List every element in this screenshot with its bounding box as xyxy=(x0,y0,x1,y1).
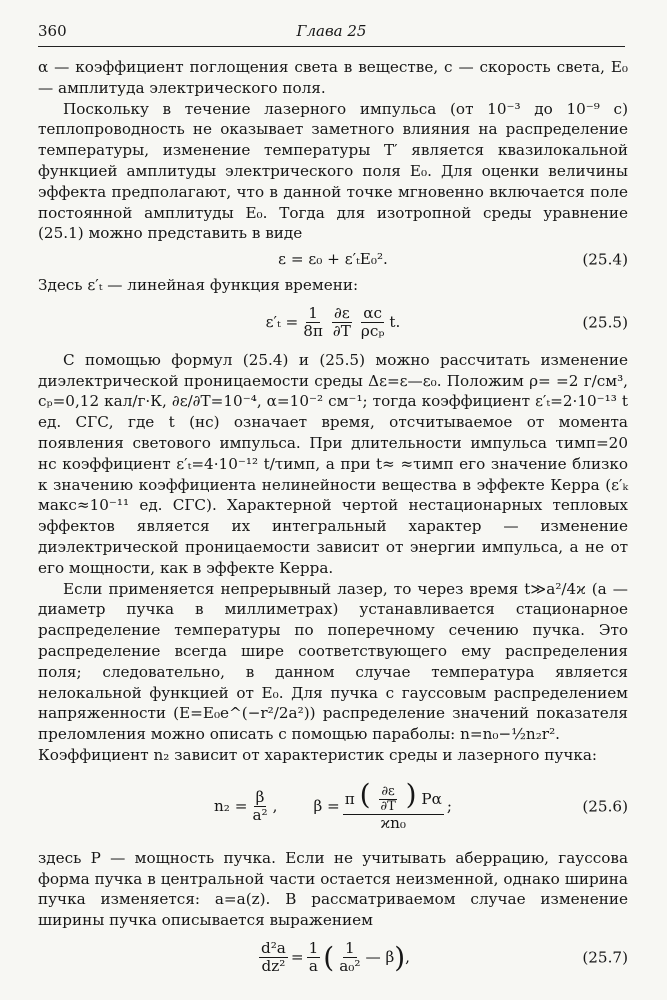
paragraph-7: здесь P — мощность пучка. Если не учитывать аберрацию, гауссова форма пучка в центральной части остается неизменной, однако ширина пучка изменяется: a=a(z). В рассматриваемом случае изменение ширины пучка описывается выражением xyxy=(38,848,628,930)
numerator: 1 xyxy=(308,939,319,958)
eq-beta: β = xyxy=(313,797,340,816)
denominator: dz² xyxy=(261,957,286,976)
fraction xyxy=(307,940,321,975)
equation-25-7: $\frac{\text{d²a}}{\text{dz²}}$ = $\frac{1}{a}$ ( $\frac{1}{\text{a₀²}}$ — β ) , (25.7) xyxy=(260,939,628,976)
denominator: a² xyxy=(252,806,268,825)
paragraph-5: Если применяется непрерывный лазер, то через время t≫a²/4ϰ (a — диаметр пучка в миллиметрах) устанавливается стационарное распределение температуры по поперечному сечению пучка. Это распределение всегда шире соответствующего ему распределения поля; следовательно, в данном случае температура является нелокальной функцией от E₀. Для пучка с гауссовым распределением напряженности (E=E₀e^(−r²/2a²)) распределение значений показателя преломления можно описать с помощью параболы: n=n₀−½n₂r². xyxy=(38,579,628,744)
numerator: ∂ε xyxy=(334,304,350,323)
equation-number: (25.5) xyxy=(582,313,628,332)
denominator: a₀² xyxy=(339,957,361,976)
paragraph-3: Здесь ε′ₜ — линейная функция времени: xyxy=(38,275,359,294)
eq-lhs: ε′ₜ = xyxy=(265,313,299,332)
equation-number: (25.6) xyxy=(582,797,628,816)
fraction xyxy=(259,940,288,975)
fraction xyxy=(331,305,353,340)
paragraph-2: Поскольку в течение лазерного импульса (от 10⁻³ до 10⁻⁹ с) теплопроводность не оказывает заметного влияния на распределение температуры, изменение температуры T′ является квазилокальной функцией амплитуды электрического поля E₀. Для оценки величины эффекта предполагают, что в данной точке мгновенно включается поле постоянной амплитуды E₀. Тогда для изотропной среды уравнение (25.1) можно представить в виде xyxy=(38,99,628,243)
page-number: 360 xyxy=(38,22,67,40)
fraction xyxy=(359,305,387,340)
denominator: ϰn₀ xyxy=(380,814,406,833)
fraction xyxy=(343,777,444,833)
running-header xyxy=(38,20,625,47)
denominator: ∂T xyxy=(332,322,351,341)
eq-n2: n₂ = xyxy=(214,797,248,816)
paragraph-4: С помощью формул (25.4) и (25.5) можно рассчитать изменение диэлектрической проницаемости среды Δε=ε—ε₀. Положим ρ= =2 г/см³, cₚ=0,12 кал/г·К, ∂ε/∂T=10⁻⁴, α=10⁻² см⁻¹; тогда коэффициент ε′ₜ=2·10⁻¹³ t ед. СГС, где t (нс) означает время, отсчитываемое от момента появления светового импульса. При длительности импульса τимп=20 нс коэффициент ε′ₜ=4·10⁻¹² t/τимп, а при t≈ ≈τимп его значение близко к значению коэффициента нелинейности вещества в эффекте Керра (ε′ₖ макс≈10⁻¹¹ ед. СГС). Характерной чертой нестационарных тепловых эффектов является их интегральный характер — изменение диэлектрической проницаемости зависит от энергии импульса, а не от его мощности, как в эффекте Керра. xyxy=(38,350,628,577)
numerator: 1 xyxy=(308,304,318,323)
numerator: π ( $\frac{\partial\varepsilon}{\partial T}$ ) Pα xyxy=(344,777,442,815)
equation-number: (25.7) xyxy=(582,948,628,967)
equation-number: (25.4) xyxy=(582,250,628,269)
chapter-title: Глава 25 xyxy=(296,22,367,40)
paragraph-1: α — коэффициент поглощения света в веществе, c — скорость света, E₀ — амплитуда электрического поля. xyxy=(38,58,628,97)
eq-comma: , xyxy=(405,948,410,967)
eq-comma: , xyxy=(272,797,278,816)
equation-25-5 xyxy=(38,301,628,345)
numerator: αc xyxy=(363,304,383,323)
paragraph-6: Коэффициент n₂ зависит от характеристик среды и лазерного пучка: xyxy=(38,745,598,764)
numerator: β xyxy=(255,788,265,807)
text-body xyxy=(38,57,628,985)
numerator: d²a xyxy=(260,939,286,958)
eq-semicolon: ; xyxy=(446,797,452,816)
denominator: ∂T xyxy=(380,799,396,815)
equation-25-4-body: ε = ε₀ + ε′ₜE₀². xyxy=(278,250,388,269)
denominator: a xyxy=(308,957,318,976)
fraction xyxy=(301,305,325,340)
numerator: ∂ε xyxy=(381,784,395,800)
denominator: 8π xyxy=(303,322,323,341)
numerator: 1 xyxy=(344,939,355,958)
fraction xyxy=(337,940,362,975)
eq-equals: = xyxy=(290,948,304,967)
fraction xyxy=(250,789,269,824)
fraction xyxy=(378,785,397,814)
equation-25-6 xyxy=(38,774,628,840)
equation-25-4 xyxy=(38,249,628,270)
eq-tail: t. xyxy=(389,313,401,332)
eq-minus-beta: — β xyxy=(365,948,395,967)
denominator: ρcₚ xyxy=(360,322,385,341)
